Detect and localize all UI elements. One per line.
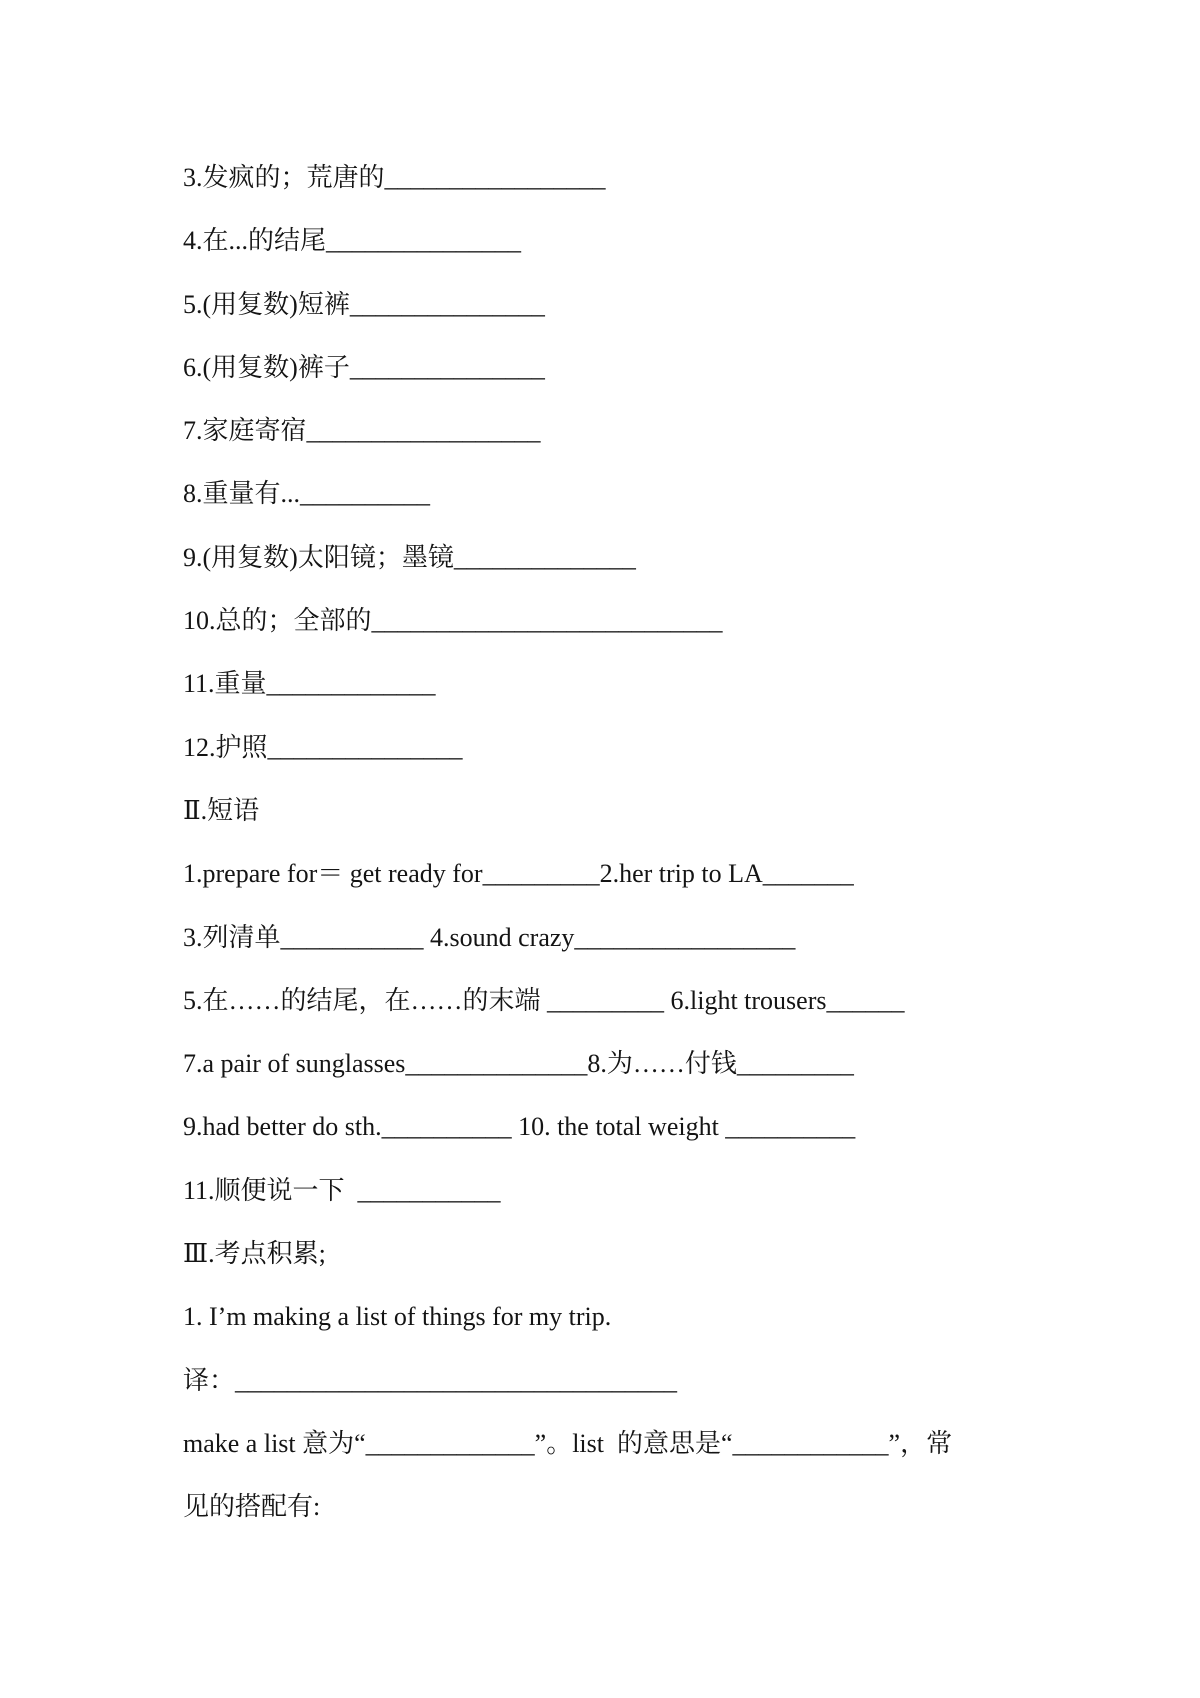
phrases-heading: Ⅱ.短语 <box>183 795 260 825</box>
vocab-item: 9.(用复数)太阳镜；墨镜______________ <box>183 542 636 572</box>
phrase-line: 1.prepare for＝ get ready for_________2.her trip to LA_______ <box>183 859 854 889</box>
phrase-line: 3.列清单___________ 4.sound crazy_________________ <box>183 922 796 952</box>
vocab-item: 12.护照_______________ <box>183 732 463 762</box>
phrase-line: 7.a pair of sunglasses______________8.为……付钱_________ <box>183 1049 854 1079</box>
phrase-line: 5.在……的结尾，在……的末端 _________ 6.light trousers______ <box>183 985 905 1015</box>
example-sentence: 1. I’m making a list of things for my trip. <box>183 1302 612 1332</box>
phrase-line: 11.顺便说一下 ___________ <box>183 1175 501 1205</box>
explanation-line: 见的搭配有: <box>183 1492 321 1522</box>
phrases-section <box>183 779 1200 1222</box>
explanation-line: make a list 意为“_____________”。list 的意思是“____________”，常 <box>183 1428 953 1458</box>
vocab-item: 6.(用复数)裤子_______________ <box>183 352 545 382</box>
phrase-line: 9.had better do sth.__________ 10. the total weight __________ <box>183 1112 856 1142</box>
translation-blank: 译：__________________________________ <box>183 1365 678 1395</box>
vocab-item: 11.重量_____________ <box>183 669 436 699</box>
key-points-heading: Ⅲ.考点积累; <box>183 1239 326 1269</box>
vocabulary-section <box>183 146 1200 779</box>
vocab-item: 7.家庭寄宿__________________ <box>183 416 541 446</box>
vocab-item: 10.总的；全部的___________________________ <box>183 606 723 636</box>
vocab-item: 5.(用复数)短裤_______________ <box>183 289 545 319</box>
vocab-item: 8.重量有...__________ <box>183 479 431 509</box>
vocab-item: 3.发疯的；荒唐的_________________ <box>183 163 606 192</box>
key-points-section <box>183 1222 1200 1538</box>
vocab-item: 4.在...的结尾_______________ <box>183 226 522 256</box>
